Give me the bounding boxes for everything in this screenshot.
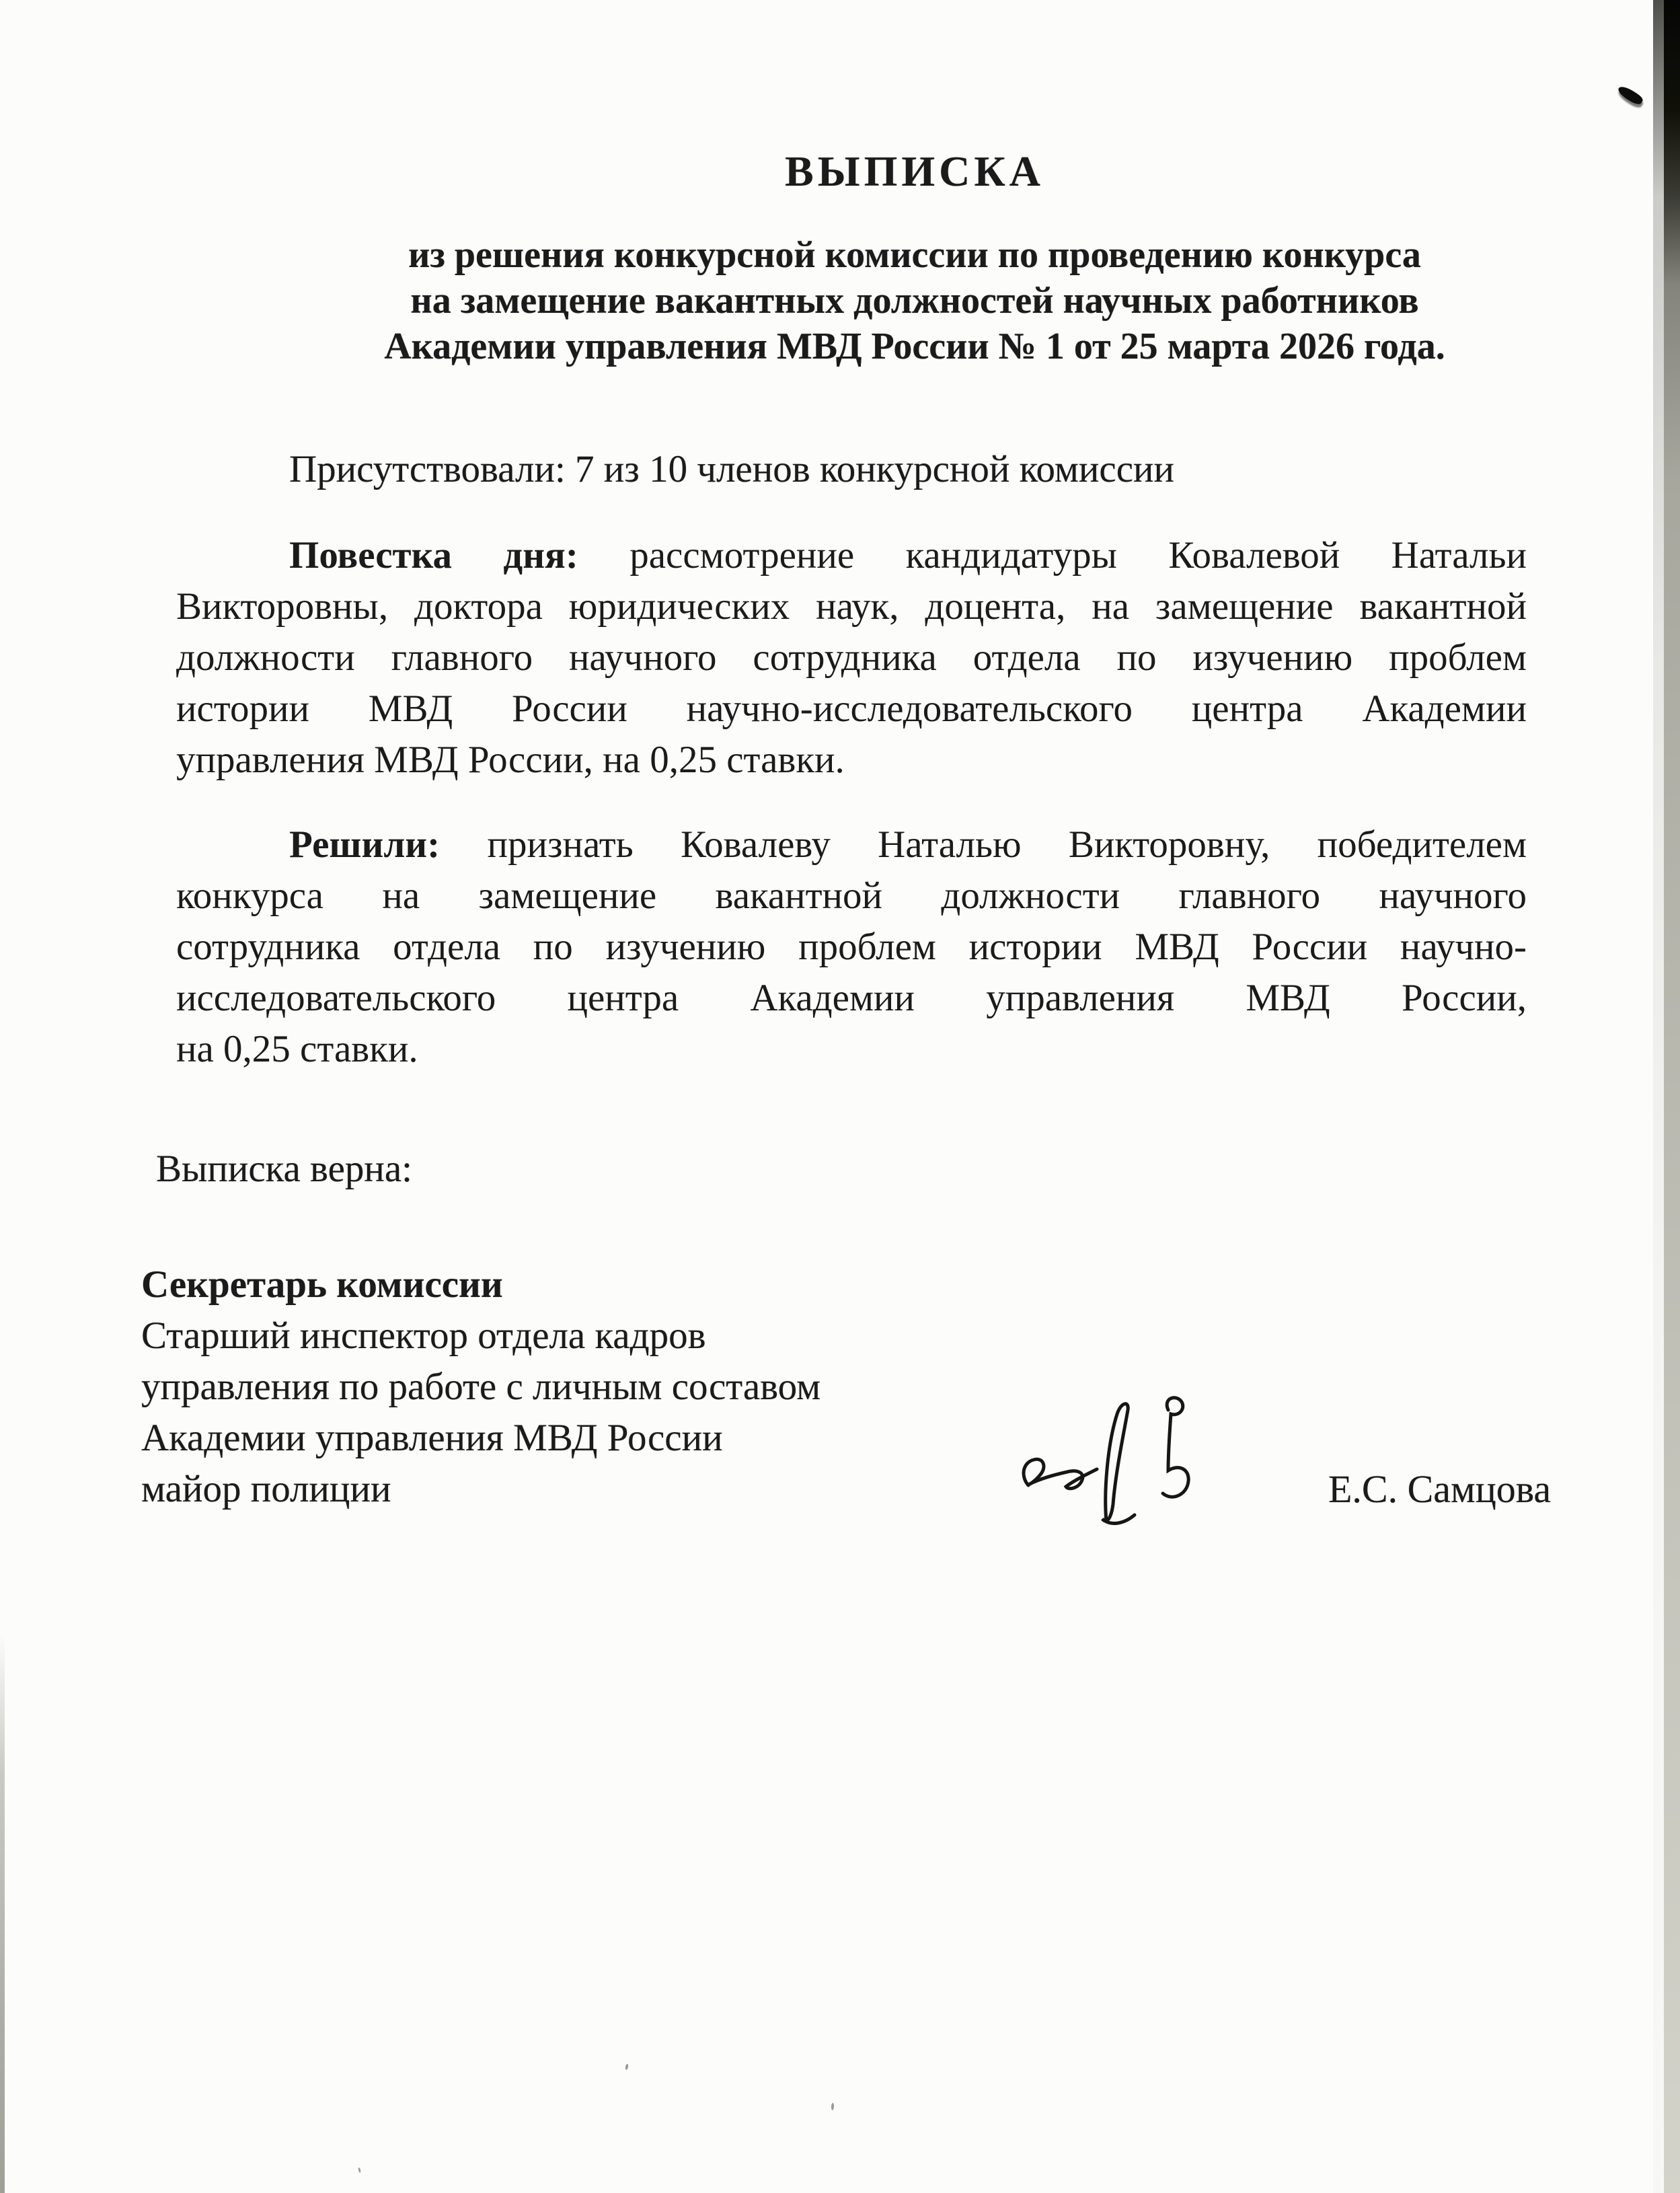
decision-line: сотрудника отдела по изучению проблем истории МВД России научно- [176, 926, 1527, 968]
subtitle-line: на замещение вакантных должностей научных работников [410, 280, 1419, 322]
signatory-role-line: управления по работе с личным составом [141, 1366, 821, 1408]
scan-edge-shadow [1653, 0, 1664, 2193]
decision-paragraph [176, 819, 1527, 1075]
scan-speck [358, 2167, 361, 2173]
agenda-first-line-text: рассмотрение кандидатуры Ковалевой Натальи [629, 534, 1527, 577]
signatory-role-line: Академии управления МВД России [141, 1417, 723, 1459]
agenda-line: должности главного научного сотрудника отдела по изучению проблем [176, 636, 1527, 679]
certification-line: Выписка верна: [156, 1148, 413, 1190]
scan-edge-right [1664, 0, 1680, 2193]
document-subtitle [239, 232, 1590, 369]
handwritten-signature-icon [1012, 1390, 1214, 1534]
attendance-line: Присутствовали: 7 из 10 членов конкурсной комиссии [289, 448, 1175, 490]
agenda-line: истории МВД России научно-исследовательского центра Академии [176, 687, 1527, 730]
signatory-name: Е.С. Самцова [1328, 1467, 1552, 1511]
scan-speck [831, 2103, 835, 2110]
document-title: ВЫПИСКА [785, 147, 1044, 195]
scan-speck [625, 2064, 629, 2071]
decision-line: конкурса на замещение вакантной должности главного научного [176, 875, 1527, 917]
ink-smudge [1616, 83, 1644, 106]
agenda-paragraph [176, 530, 1527, 786]
signatory-role-line: Старший инспектор отдела кадров [141, 1314, 706, 1357]
decision-label: Решили: [289, 823, 441, 866]
subtitle-line: из решения конкурсной комиссии по проведению конкурса [408, 234, 1421, 276]
agenda-label: Повестка дня: [289, 534, 578, 577]
agenda-line: Викторовны, доктора юридических наук, доцента, на замещение вакантной [176, 585, 1527, 628]
agenda-first-line [176, 530, 1527, 581]
decision-first-line-text: признать Ковалеву Наталью Викторовну, победителем [487, 823, 1527, 866]
scan-edge-left [0, 1635, 5, 2193]
subtitle-line: Академии управления МВД России № 1 от 25 марта 2026 года. [384, 326, 1445, 367]
decision-last-line: на 0,25 ставки. [176, 1028, 418, 1070]
signatory-block [141, 1259, 1016, 1515]
decision-line: исследовательского центра Академии управления МВД России, [176, 977, 1527, 1019]
agenda-last-line: управления МВД России, на 0,25 ставки. [176, 739, 845, 781]
decision-first-line [176, 819, 1527, 870]
signatory-role-line: майор полиции [141, 1468, 391, 1510]
signatory-role-title: Секретарь комиссии [141, 1263, 503, 1306]
